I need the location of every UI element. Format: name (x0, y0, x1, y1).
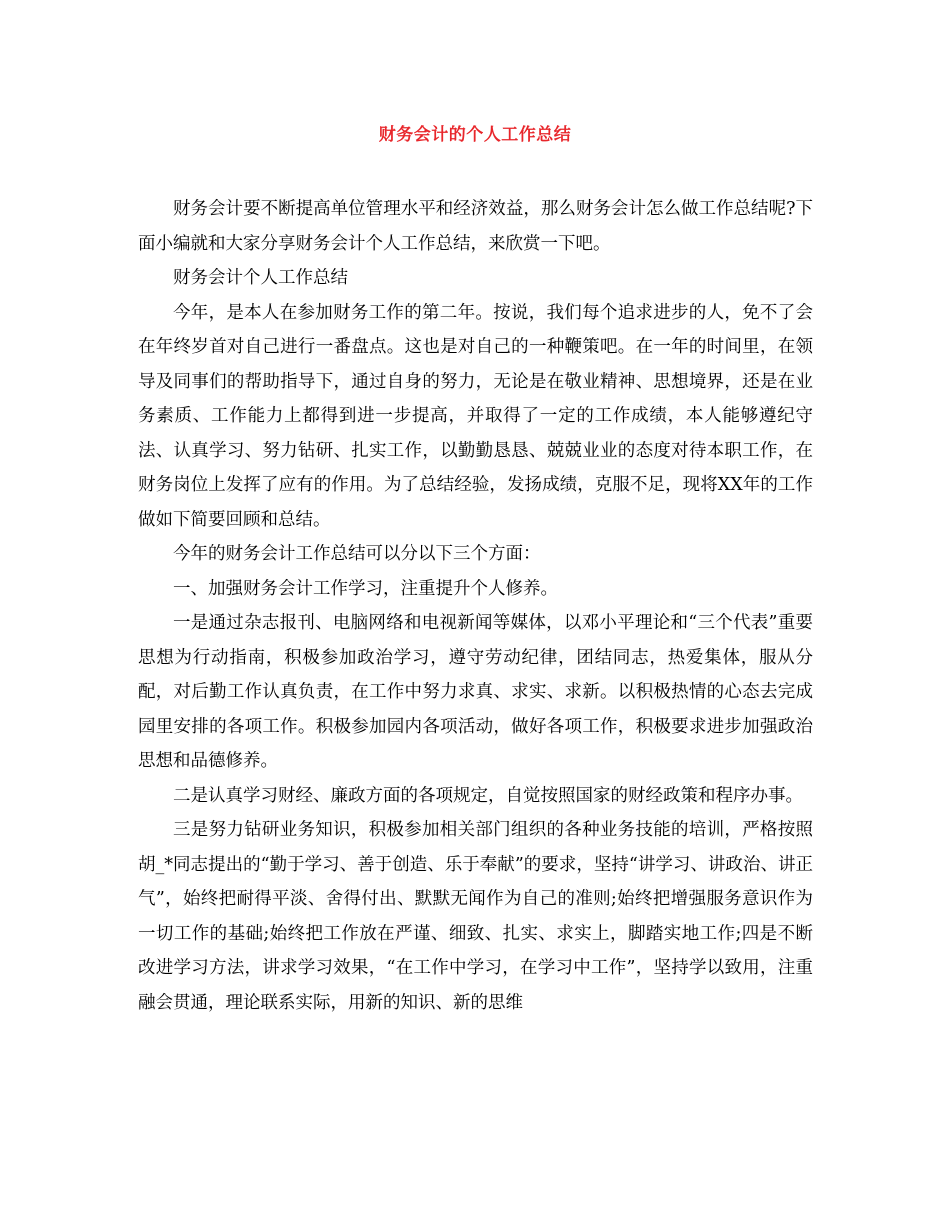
paragraph-subtitle: 财务会计个人工作总结 (173, 268, 348, 288)
paragraph-point-three: 三是努力钻研业务知识，积极参加相关部门组织的各种业务技能的培训，严格按照胡_*同志提出的“勤于学习、善于创造、乐于奉献”的要求，坚持“讲学习、讲政治、讲正气”，始终把耐得平淡、舍得付出、默默无闻作为自己的准则;始终把增强服务意识作为一切工作的基础;始终把工作放在严谨、细致、扎实、求实上，脚踏实地工作;四是不断改进学习方法，讲求学习效果，“在工作中学习，在学习中工作”，坚持学以致用，注重融会贯通，理论联系实际，用新的知识、新的思维 (138, 820, 813, 1013)
paragraph-aspects: 今年的财务会计工作总结可以分以下三个方面： (173, 544, 541, 564)
document-body (138, 192, 813, 1020)
paragraph-point-two: 二是认真学习财经、廉政方面的各项规定，自觉按照国家的财经政策和程序办事。 (173, 785, 803, 806)
document-title: 财务会计的个人工作总结 (378, 125, 572, 145)
paragraph-overview: 今年，是本人在参加财务工作的第二年。按说，我们每个追求进步的人，免不了会在年终岁首对自己进行一番盘点。这也是对自己的一种鞭策吧。在一年的时间里，在领导及同事们的帮助指导下，通过自身的努力，无论是在敬业精神、思想境界，还是在业务素质、工作能力上都得到进一步提高，并取得了一定的工作成绩，本人能够遵纪守法、认真学习、努力钻研、扎实工作，以勤勤恳恳、兢兢业业的态度对待本职工作，在财务岗位上发挥了应有的作用。为了总结经验，发扬成绩，克服不足，现将XX年的工作做如下简要回顾和总结。 (138, 302, 813, 530)
paragraph-section-heading: 一、加强财务会计工作学习，注重提升个人修养。 (173, 578, 558, 599)
paragraph-intro: 财务会计要不断提高单位管理水平和经济效益，那么财务会计怎么做工作总结呢?下面小编就和大家分享财务会计个人工作总结，来欣赏一下吧。 (138, 199, 813, 254)
paragraph-point-one: 一是通过杂志报刊、电脑网络和电视新闻等媒体，以邓小平理论和“三个代表”重要思想为行动指南，积极参加政治学习，遵守劳动纪律，团结同志，热爱集体，服从分配，对后勤工作认真负责，在工作中努力求真、求实、求新。以积极热情的心态去完成园里安排的各项工作。积极参加园内各项活动，做好各项工作，积极要求进步加强政治思想和品德修养。 (138, 613, 813, 771)
